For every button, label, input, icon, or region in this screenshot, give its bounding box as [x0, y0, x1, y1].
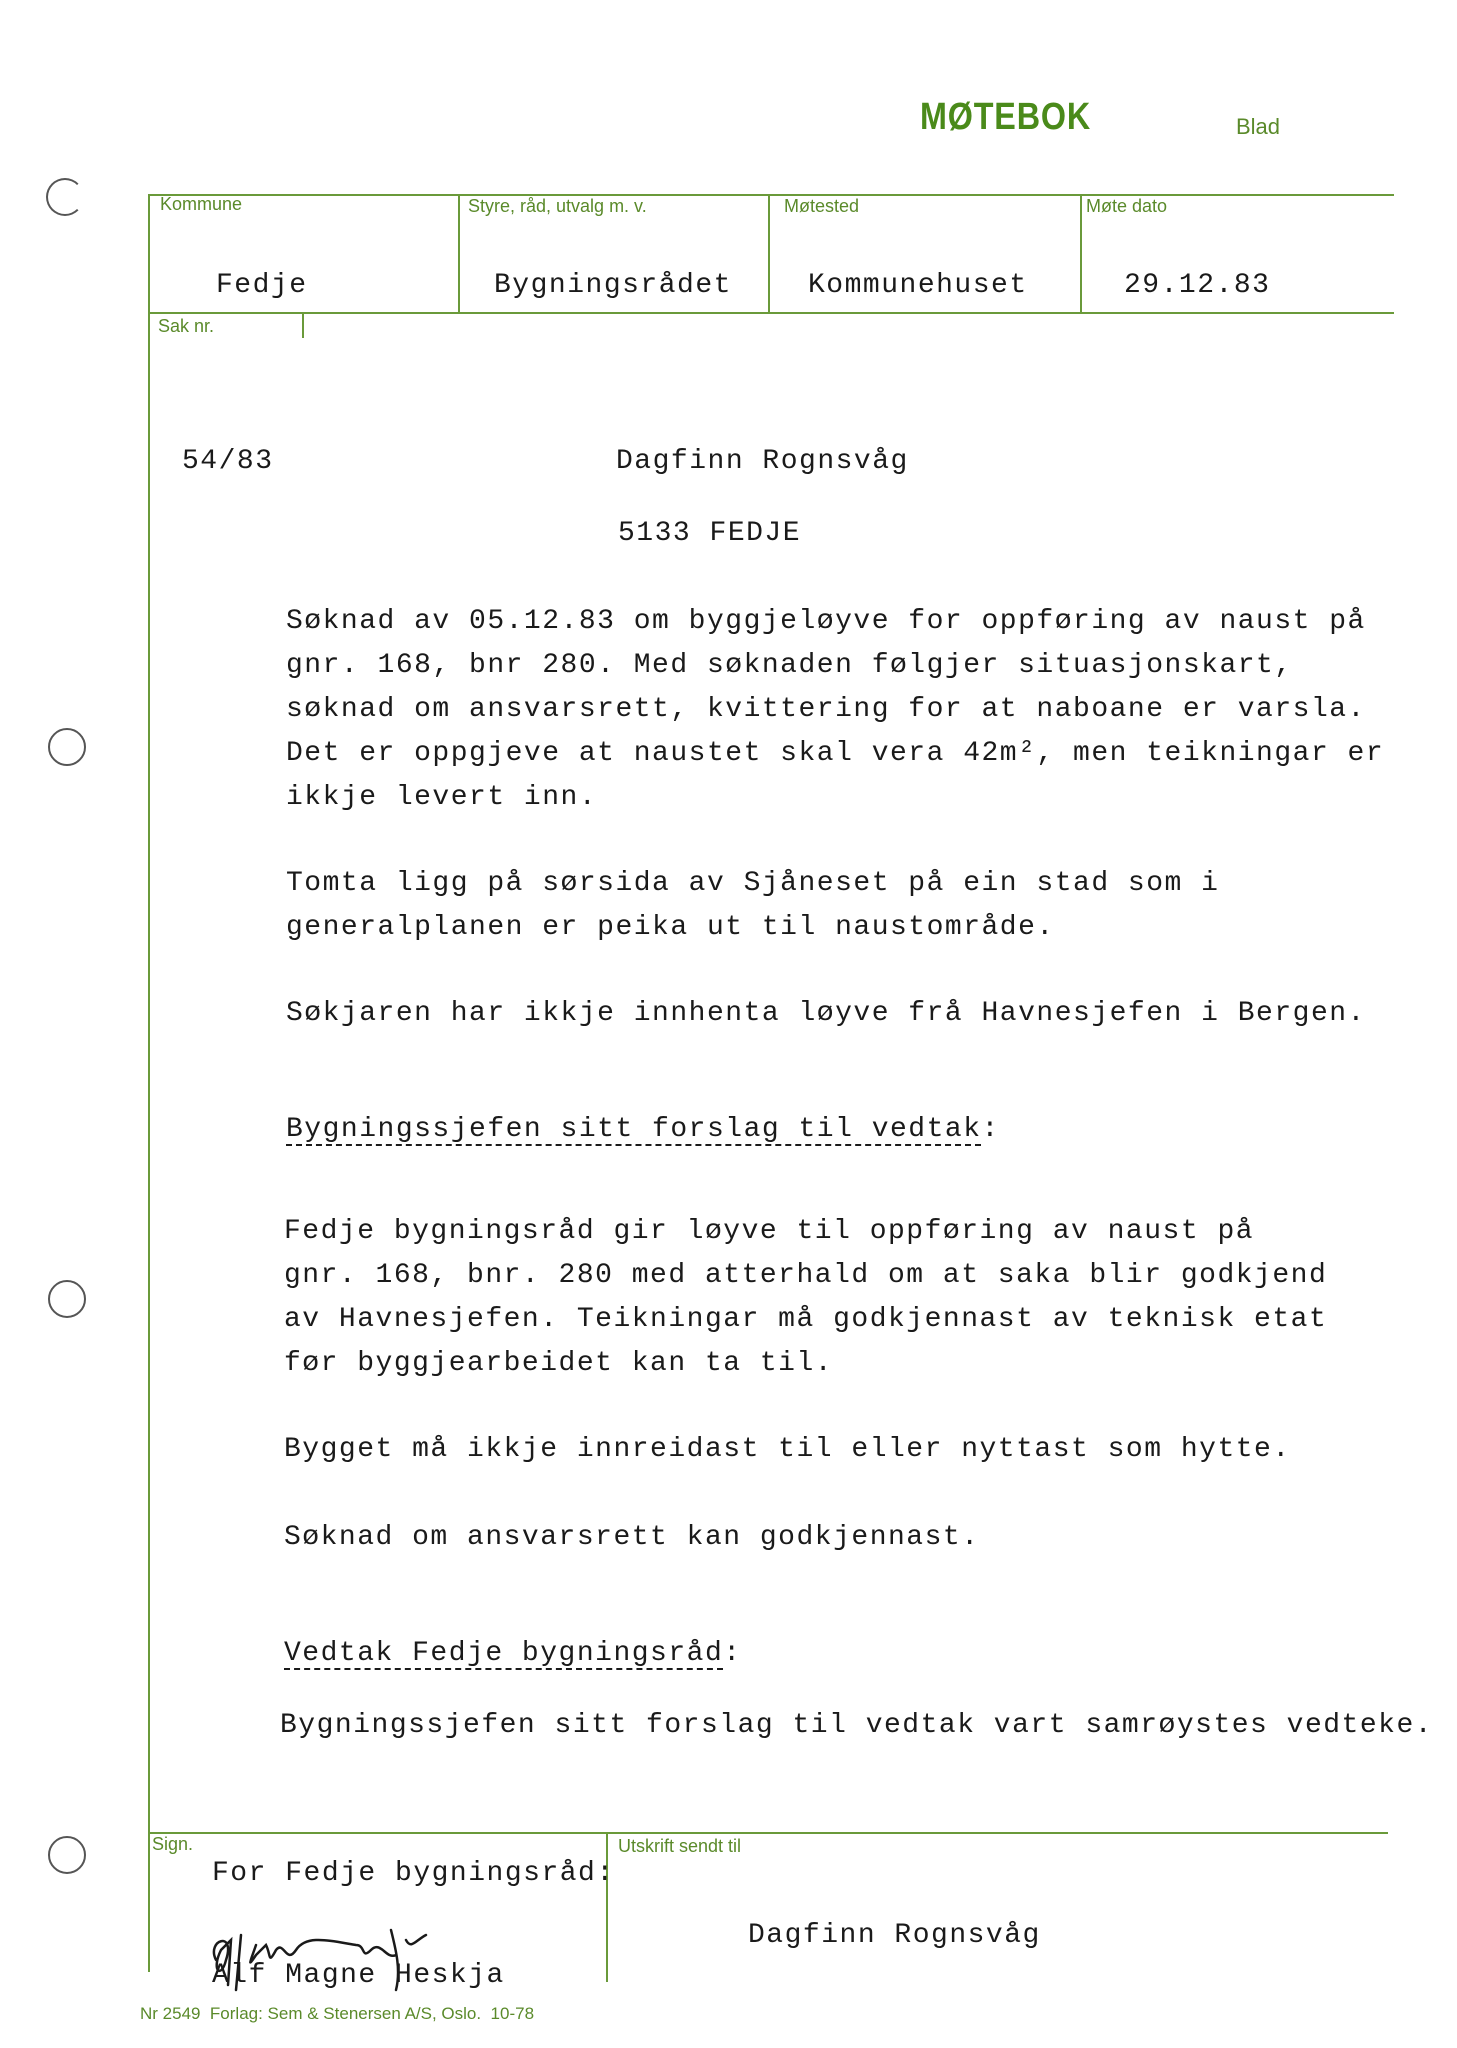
- motested-value: Kommunehuset: [808, 270, 1028, 301]
- blad-label: Blad: [1236, 114, 1281, 139]
- para7: Bygningssjefen sitt forslag til vedtak vart samrøystes vedteke.: [280, 1710, 1434, 1741]
- punch-hole-icon: [48, 1280, 86, 1318]
- kommune-value: Fedje: [216, 270, 308, 301]
- for-bygningsrad: For Fedje bygningsråd:: [212, 1858, 615, 1889]
- form-divider: [458, 194, 460, 312]
- punch-hole-icon: [48, 1836, 86, 1874]
- para1-line: Søknad av 05.12.83 om byggjeløyve for oppføring av naust på: [286, 606, 1366, 637]
- form-top-line: [148, 194, 1394, 196]
- addressee-address: 5133 FEDJE: [618, 518, 802, 549]
- para3: Søkjaren har ikkje innhenta løyve frå Havnesjefen i Bergen.: [286, 998, 1366, 1029]
- utskrift-value: Dagfinn Rognsvåg: [748, 1920, 1041, 1951]
- para2-line: Tomta ligg på sørsida av Sjåneset på ein stad som i: [286, 868, 1220, 899]
- form-divider: [1080, 194, 1082, 312]
- heading-forslag-text: Bygningssjefen sitt forslag til vedtak: [286, 1114, 982, 1145]
- punch-hole-icon: [48, 728, 86, 766]
- sign-top-line: [148, 1832, 1388, 1834]
- utskrift-label: Utskrift sendt til: [618, 1836, 742, 1856]
- dato-label: Møte dato: [1086, 196, 1168, 216]
- motested-label: Møtested: [784, 196, 860, 216]
- form-header-bottom-line: [148, 312, 1394, 314]
- sign-divider: [606, 1832, 608, 1982]
- handwritten-signature: [196, 1910, 496, 2000]
- styre-value: Bygningsrådet: [494, 270, 732, 301]
- para1-line: ikkje levert inn.: [286, 782, 598, 813]
- para1-line: Det er oppgjeve at naustet skal vera 42m², men teikningar er: [286, 738, 1385, 769]
- styre-label: Styre, råd, utvalg m. v.: [468, 196, 647, 216]
- para4-line: av Havnesjefen. Teikningar må godkjennast av teknisk etat: [284, 1304, 1328, 1335]
- dato-value: 29.12.83: [1124, 270, 1271, 301]
- para1-line: gnr. 168, bnr 280. Med søknaden følgjer situasjonskart,: [286, 650, 1293, 681]
- kommune-label: Kommune: [160, 194, 243, 214]
- para4-line: Fedje bygningsråd gir løyve til oppføring av naust på: [284, 1216, 1255, 1247]
- sak-divider: [302, 312, 304, 338]
- punch-hole-icon: [46, 178, 84, 216]
- addressee-name: Dagfinn Rognsvåg: [616, 446, 909, 477]
- para4-line: gnr. 168, bnr. 280 med atterhald om at saka blir godkjend: [284, 1260, 1328, 1291]
- heading-vedtak-text: Vedtak Fedje bygningsråd: [284, 1638, 724, 1669]
- para1-line: søknad om ansvarsrett, kvittering for at naboane er varsla.: [286, 694, 1366, 725]
- sak-label: Sak nr.: [158, 316, 215, 336]
- page-title: MØTEBOK: [920, 96, 1092, 138]
- heading-vedtak: Vedtak Fedje bygningsråd:: [284, 1638, 742, 1669]
- para6: Søknad om ansvarsrett kan godkjennast.: [284, 1522, 980, 1553]
- sak-number: 54/83: [182, 446, 274, 477]
- form-divider: [768, 194, 770, 312]
- para5: Bygget må ikkje innreidast til eller nyttast som hytte.: [284, 1434, 1291, 1465]
- para4-line: før byggjearbeidet kan ta til.: [284, 1348, 834, 1379]
- footer-imprint: Nr 2549 Forlag: Sem & Stenersen A/S, Oslo. 10-78: [140, 2004, 535, 2023]
- para2-line: generalplanen er peika ut til naustområde.: [286, 912, 1055, 943]
- heading-forslag: Bygningssjefen sitt forslag til vedtak:: [286, 1114, 1000, 1145]
- sign-label: Sign.: [152, 1834, 194, 1854]
- signer-name: Alf Magne Heskja: [212, 1960, 505, 1991]
- form-left-border: [148, 194, 150, 1972]
